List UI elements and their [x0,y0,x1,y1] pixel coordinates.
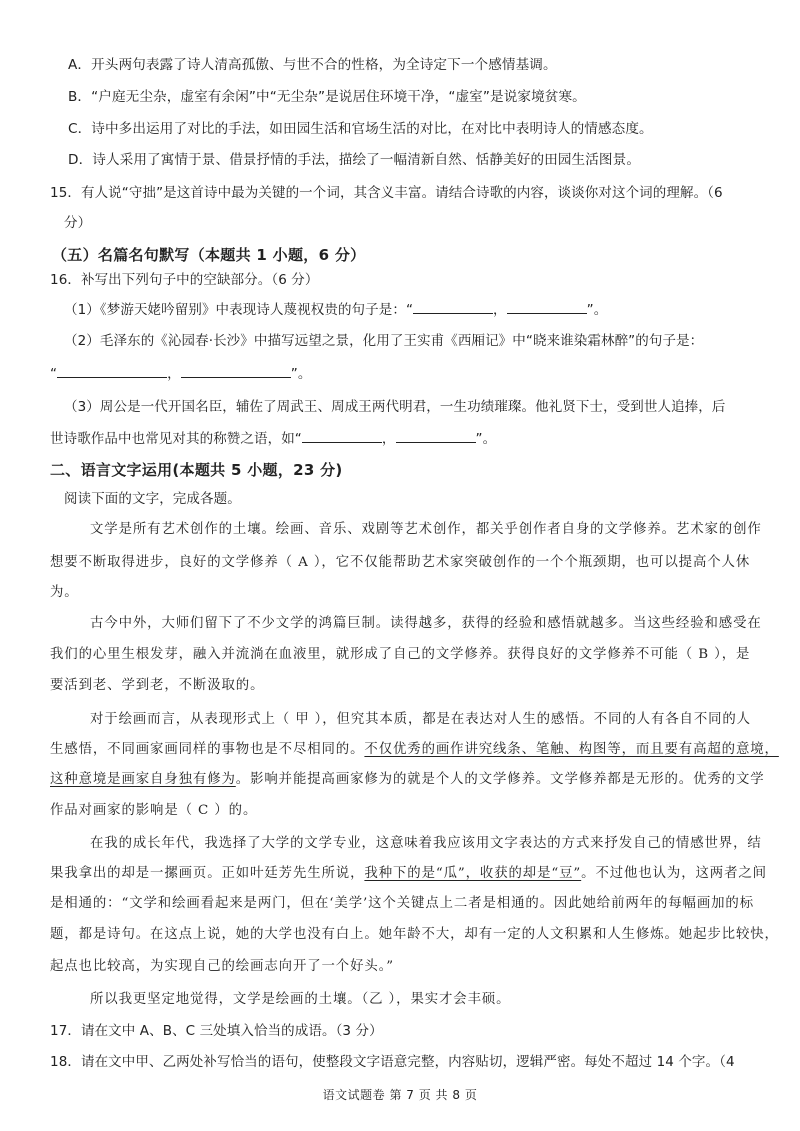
reading-intro: 阅读下面的文字，完成各题。 [64,491,241,507]
passage-p4-line5: 起点也比较高，为实现自己的绘画志向开了一个好头。” [50,959,395,974]
question-16-item2-line2 [50,363,311,384]
question-16-item3-line1: （3）周公是一代开国名臣，辅佐了周武王、周成王两代明君，一生功绩璀璨。他礼贤下士，受到世人追捧，后 [64,399,726,415]
passage-p3-line1: 对于绘画而言，从表现形式上（ 甲 ），但究其本质，都是在表达对人生的感悟。不同的人有各自不同的人 [90,712,751,727]
passage-p5-line1: 所以我更坚定地觉得，文学是绘画的土壤。（乙 ），果实才会丰硕。 [90,992,511,1007]
item3-sep: ， [381,431,396,447]
section-2-heading: 二、语言文字运用(本题共 5 小题，23 分) [50,461,343,479]
passage-p2-line1: 古今中外，大师们留下了不少文学的鸿篇巨制。读得越多，获得的经验和感悟就越多。当这些经验和感受在 [90,616,762,631]
question-15-line1: 15．有人说“守拙”是这首诗中最为关键的一个词，其含义丰富。请结合诗歌的内容，谈谈你对这个词的理解。（6 [50,185,723,201]
passage-p4-line3: 是相通的：“文学和绘画看起来是两门，但在‘美学’这个关键点上二者是相通的。因此她给前两年的每幅画加的标 [50,896,755,911]
passage-p2-line3: 要活到老、学到老，不断汲取的。 [50,678,265,693]
passage-p1-line3: 为。 [50,585,79,600]
passage-p3-line2-a: 生感悟，不同画家画同样的事物也是不尽相同的。 [50,742,365,757]
passage-p4-line2-c: 。不过他也认为，这两者之间 [581,866,767,881]
item1-sep: ， [493,302,507,318]
answer-blank[interactable] [181,363,291,378]
item1-suffix: ”。 [586,302,608,318]
underlined-quote: 我种下的是“瓜”，收获的却是“豆” [364,866,582,881]
option-c: C．诗中多出运用了对比的手法，如田园生活和官场生活的对比，在对比中表明诗人的情感态度。 [68,121,653,137]
item3-prefix: 世诗歌作品中也常见对其的称赞之语，如“ [50,431,302,447]
passage-p2-line2: 我们的心里生根发芽，融入并流淌在血液里，就形成了自己的文学修养。获得良好的文学修养不可能（ B ），是 [50,647,751,662]
question-15-line2: 分） [64,215,92,231]
passage-p4-line1: 在我的成长年代，我选择了大学的文学专业，这意味着我应该用文字表达的方式来抒发自己的情感世界，结 [90,836,762,851]
passage-p3-line3 [50,770,765,790]
passage-p3-line2 [50,740,779,760]
item2-prefix: “ [50,366,58,382]
question-16-item1 [64,299,607,320]
page-footer: 语文试题卷 第 7 页 共 8 页 [322,1088,478,1102]
item1-prefix: （1）《梦游天姥吟留别》中表现诗人蔑视权贵的句子是：“ [64,302,414,318]
item3-suffix: ”。 [475,431,497,447]
passage-p4-line4: 题，都是诗句。在这点上说，她的大学也没有白上。她年龄不大，却有一定的人文积累和人生修炼。她起步比较快， [50,927,779,942]
answer-blank[interactable] [57,363,167,378]
passage-p3-line4: 作品对画家的影响是（ C ）的。 [50,803,258,818]
question-16-item2-line1: （2）毛泽东的《沁园春·长沙》中描写远望之景，化用了王实甫《西厢记》中“晓来谁染霜林醉”的句子是： [64,333,704,349]
option-b: B．“户庭无尘杂，虚室有余闲”中“无尘杂”是说居住环境干净，“虚室”是说家境贫寒。 [68,89,586,105]
underlined-sentence: 不仅优秀的画作讲究线条、笔触、构图等，而且要有高超的意境， [364,742,779,757]
section-5-heading: （五）名篇名句默写（本题共 1 小题，6 分） [52,246,366,264]
question-17: 17．请在文中 A、B、C 三处填入恰当的成语。（3 分） [50,1023,383,1039]
question-16-intro: 16．补写出下列句子中的空缺部分。（6 分） [50,272,319,288]
question-16-item3-line2 [50,428,496,449]
answer-blank[interactable] [396,428,476,443]
answer-blank[interactable] [413,299,493,314]
passage-p1-line2: 想要不断取得进步，良好的文学修养（ A ），它不仅能帮助艺术家突破创作的一个个瓶颈期，也可以提高个人休 [50,555,751,570]
passage-p4-line2 [50,864,767,884]
passage-p3-line3-b: 。影响并能提高画家修为的就是个人的文学修养。文学修养都是无形的。优秀的文学 [235,772,765,787]
passage-p1-line1: 文学是所有艺术创作的土壤。绘画、音乐、戏剧等艺术创作，都关乎创作者自身的文学修养。艺术家的创作 [90,522,762,537]
underlined-sentence-cont: 这种意境是画家自身独有修为 [50,772,236,787]
answer-blank[interactable] [302,428,382,443]
item2-suffix: ”。 [290,366,312,382]
option-a: A．开头两句表露了诗人清高孤傲、与世不合的性格，为全诗定下一个感情基调。 [68,57,557,73]
answer-blank[interactable] [507,299,587,314]
option-d: D．诗人采用了寓情于景、借景抒情的手法，描绘了一幅清新自然、恬静美好的田园生活图景。 [68,152,641,168]
passage-p4-line2-a: 果我拿出的却是一摞画页。正如叶廷芳先生所说， [50,866,365,881]
question-18: 18．请在文中甲、乙两处补写恰当的语句，使整段文字语意完整，内容贴切，逻辑严密。每处不超过 14 个字。（4 [50,1054,735,1070]
item2-sep: ， [167,366,181,382]
